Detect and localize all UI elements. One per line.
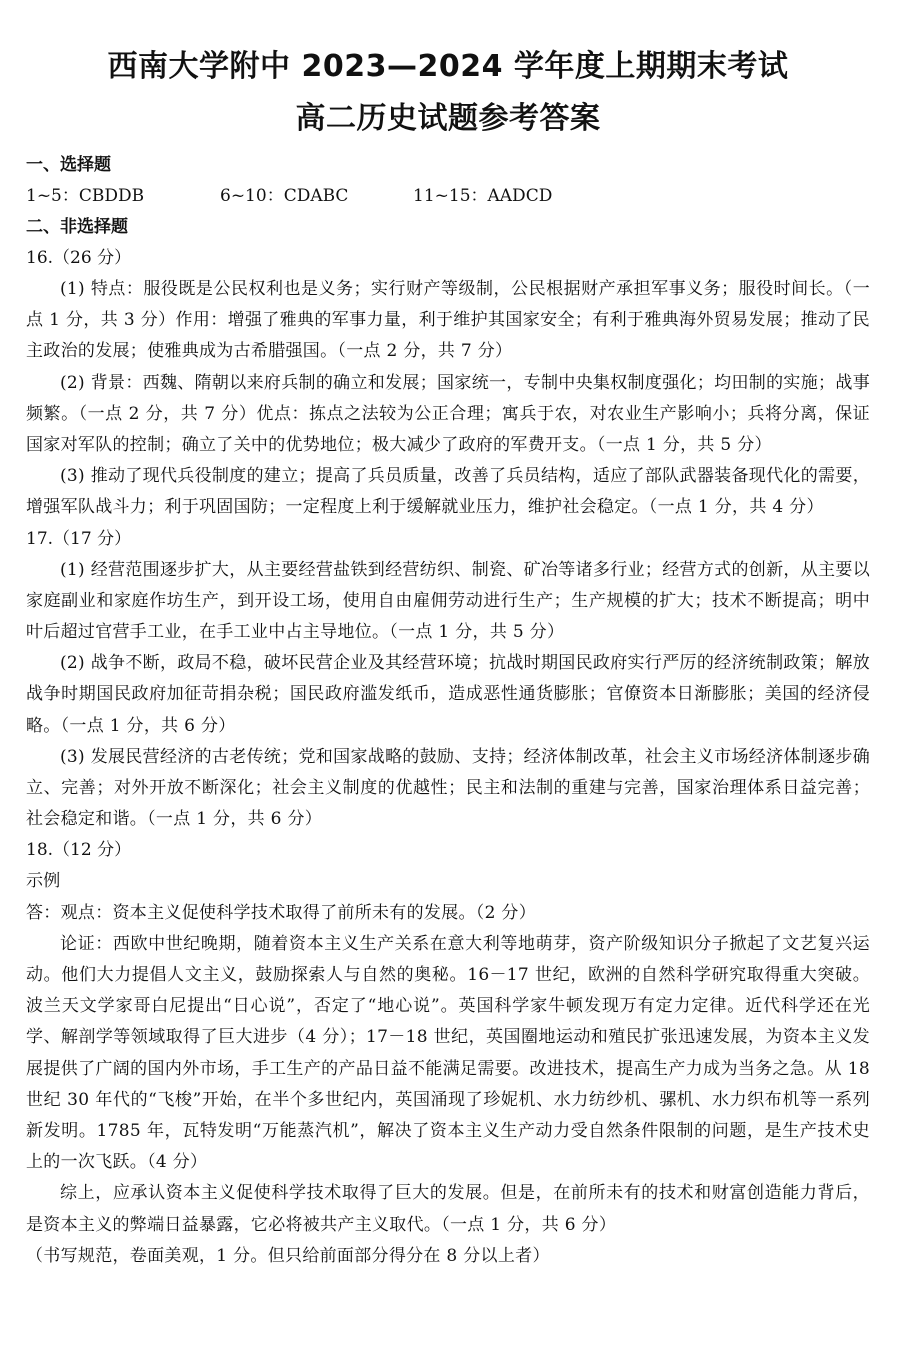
- question-18-argument: 论证：西欧中世纪晚期，随着资本主义生产关系在意大利等地萌芽，资产阶级知识分子掀起了文艺复兴运动。他们大力提倡人文主义，鼓励探索人与自然的奥秘。16－17 世纪，欧洲的自然科学研究取得重大突破。波兰天文学家哥白尼提出“日心说”，否定了“地心说”。英国科学家牛顿发现万有定力定律。近代科学还在光学、解剖学等领域取得了巨大进步（4 分）；17－18 世纪，英国圈地运动和殖民扩张迅速发展，为资本主义发展提供了广阔的国内外市场，手工生产的产品日益不能满足需要。改进技术，提高生产力成为当务之急。从 18 世纪 30 年代的“飞梭”开始，在半个多世纪内，英国涌现了珍妮机、水力纺纱机、骡机、水力织布机等一系列新发明。1785 年，瓦特发明“万能蒸汽机”，解决了资本主义生产动力受自然条件限制的问题，是生产技术史上的一次飞跃。（4 分）: [26, 933, 870, 1173]
- question-18-summary: 综上，应承认资本主义促使科学技术取得了巨大的发展。但是，在前所未有的技术和财富创造能力背后，是资本主义的弊端日益暴露，它必将被共产主义取代。（一点 1 分，共 6 分）: [26, 1183, 870, 1235]
- question-17-heading: 17.（17 分）: [26, 528, 132, 549]
- question-18-note: （书写规范，卷面美观，1 分。但只给前面部分得分在 8 分以上者）: [26, 1245, 550, 1266]
- question-16-part-2: (2) 背景：西魏、隋朝以来府兵制的确立和发展；国家统一，专制中央集权制度强化；均田制的实施；战事频繁。（一点 2 分，共 7 分）优点：拣点之法较为公正合理；寓兵于农，对农业生产影响小；兵将分离，保证国家对军队的控制；确立了关中的优势地位；极大减少了政府的军费开支。（一点 1 分，共 5 分）: [26, 372, 870, 456]
- page-subtitle: 高二历史试题参考答案: [295, 101, 601, 136]
- section-heading-nonchoice: 二、非选择题: [26, 217, 128, 237]
- question-18-example-label: 示例: [26, 871, 61, 892]
- question-16-part-1: (1) 特点：服役既是公民权利也是义务；实行财产等级制，公民根据财产承担军事义务；服役时间长。（一点 1 分，共 3 分）作用：增强了雅典的军事力量，利于维护其国家安全；有利于雅典海外贸易发展；推动了民主政治的发展；使雅典成为古希腊强国。（一点 2 分，共 7 分）: [26, 279, 870, 362]
- question-18-heading: 18.（12 分）: [26, 840, 132, 861]
- question-16-part-3: (3) 推动了现代兵役制度的建立；提高了兵员质量，改善了兵员结构，适应了部队武器装备现代化的需要，增强军队战斗力；利于巩固国防；一定程度上利于缓解就业压力，维护社会稳定。（一点 1 分，共 4 分）: [26, 466, 870, 518]
- choice-answers-6-10: 6~10：CDABC: [220, 186, 349, 206]
- choice-answers-11-15: 11~15：AADCD: [413, 186, 553, 206]
- question-17-part-2: (2) 战争不断，政局不稳，破坏民营企业及其经营环境；抗战时期国民政府实行严厉的经济统制政策；解放战争时期国民政府加征苛捐杂税；国民政府滥发纸币，造成恶性通货膨胀；官僚资本日渐膨胀；美国的经济侵略。（一点 1 分，共 6 分）: [26, 653, 870, 736]
- question-18-answer: 答：观点：资本主义促使科学技术取得了前所未有的发展。（2 分）: [26, 902, 537, 923]
- choice-answers-1-5: 1~5：CBDDB: [26, 186, 145, 206]
- question-17-part-1: (1) 经营范围逐步扩大，从主要经营盐铁到经营纺织、制瓷、矿冶等诸多行业；经营方式的创新，从主要以家庭副业和家庭作坊生产，到开设工场，使用自由雇佣劳动进行生产；生产规模的扩大；技术不断提高；明中叶后超过官营手工业，在手工业中占主导地位。（一点 1 分，共 5 分）: [26, 559, 870, 643]
- section-heading-choice: 一、选择题: [26, 155, 111, 175]
- question-16-heading: 16.（26 分）: [26, 248, 132, 268]
- choice-answers: [26, 181, 870, 212]
- question-17-part-3: (3) 发展民营经济的古老传统；党和国家战略的鼓励、支持；经济体制改革，社会主义市场经济体制逐步确立、完善；对外开放不断深化；社会主义制度的优越性；民主和法制的重建与完善，国家治理体系日益完善；社会稳定和谐。（一点 1 分，共 6 分）: [26, 746, 870, 830]
- page-title: 西南大学附中 2023—2024 学年度上期期末考试: [107, 49, 789, 84]
